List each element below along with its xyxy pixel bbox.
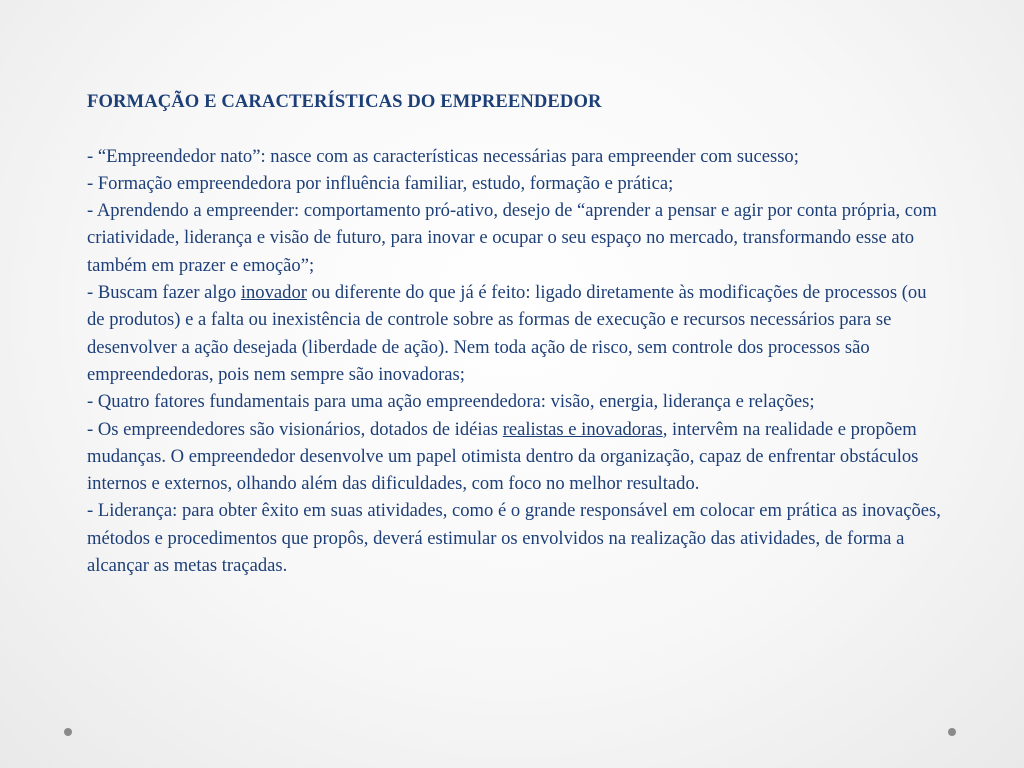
paragraph-inovador-start: - Buscam fazer algo (87, 282, 241, 304)
inovador-underlined: inovador (240, 282, 307, 304)
decorative-dot-left (64, 728, 72, 736)
paragraph-quatro-fatores: - Quatro fatores fundamentais para uma ação empreendedora: visão, energia, liderança e relações; (87, 391, 815, 413)
paragraph-visionarios-start: - Os empreendedores são visionários, dotados de idéias (87, 418, 503, 440)
decorative-dot-right (948, 728, 956, 736)
paragraph-aprendendo: - Aprendendo a empreender: comportamento pró-ativo, desejo de “aprender a pensar e agir por conta própria, com criatividade, liderança e visão de futuro, para inovar e ocupar o seu espaço no mercado, transformando esse ato também em prazer e emoção”; (87, 200, 937, 276)
realistas-inovadoras-underlined: realistas e inovadoras (502, 418, 663, 440)
paragraph-inovador (87, 279, 947, 388)
paragraph-visionarios (87, 416, 947, 498)
slide-title: FORMAÇÃO E CARACTERÍSTICAS DO EMPREENDEDOR (87, 91, 602, 112)
paragraph-formacao: - Formação empreendedora por influência familiar, estudo, formação e prática; (87, 172, 674, 194)
paragraph-lideranca: - Liderança: para obter êxito em suas atividades, como é o grande responsável em colocar em prática as inovações, métodos e procedimentos que propôs, deverá estimular os envolvidos na realização das atividades, de forma a alcançar as metas traçadas. (87, 500, 941, 577)
slide-content (87, 88, 947, 579)
paragraph-visionarios-end: , intervêm na realidade e propõem mudanças. O empreendedor desenvolve um papel otimista dentro da organização, capaz de enfrentar obstáculos internos e externos, olhando além das dificuldades, com foco no melhor resultado. (87, 418, 919, 495)
paragraph-empreendedor-nato: - “Empreendedor nato”: nasce com as características necessárias para empreender com sucesso; (87, 145, 799, 167)
paragraph-inovador-end: ou diferente do que já é feito: ligado diretamente às modificações de processos (ou de produtos) e a falta ou inexistência de controle sobre as formas de execução e recursos necessários para se desenvolver a ação desejada (liberdade de ação). Nem toda ação de risco, sem controle dos processos são empreendedoras, pois nem sempre são inovadoras; (87, 282, 927, 385)
